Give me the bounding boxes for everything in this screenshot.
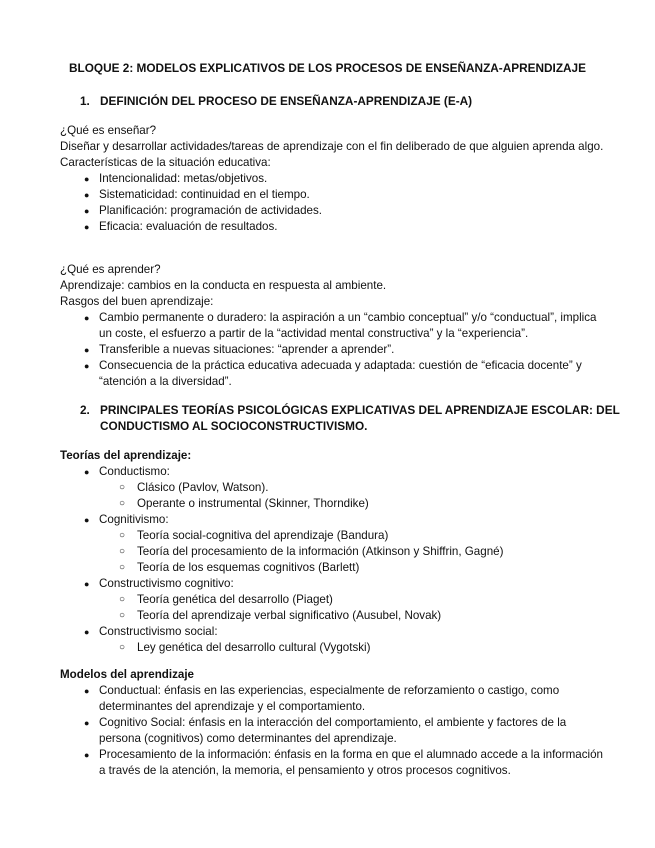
list-item: ● Eficacia: evaluación de resultados.	[60, 219, 605, 235]
teoria-item: ○ Teoría del aprendizaje verbal significativo (Ausubel, Novak)	[60, 608, 605, 624]
teorias-list	[60, 464, 605, 656]
teorias-block	[60, 448, 605, 656]
section-1-heading	[80, 93, 620, 109]
teoria-item: ○ Operante o instrumental (Skinner, Thorndike)	[60, 496, 605, 512]
list-item: ● Conductual: énfasis en las experiencias, especialmente de reforzamiento o castigo, como determinantes del aprendizaje y el comportamiento.	[60, 683, 605, 715]
list-item: ● Intencionalidad: metas/objetivos.	[60, 171, 605, 187]
modelos-list	[60, 683, 605, 779]
aprender-rasgos-intro: Rasgos del buen aprendizaje:	[60, 295, 214, 308]
teoria-item: ○ Teoría de los esquemas cognitivos (Barlett)	[60, 560, 605, 576]
aprender-question: ¿Qué es aprender?	[60, 263, 161, 276]
ensenar-question: ¿Qué es enseñar?	[60, 124, 157, 137]
aprender-rasgos-list	[60, 310, 605, 390]
section-2-heading	[80, 402, 620, 434]
ensenar-characteristics-intro: Características de la situación educativa:	[60, 156, 271, 169]
list-item: ● Cambio permanente o duradero: la aspiración a un “cambio conceptual” y/o “conductual”, implica un coste, el esfuerzo a partir de la “actividad mental constructiva” y la “experiencia”.	[60, 310, 605, 342]
aprender-block	[60, 262, 605, 390]
section-1-number: 1.	[80, 94, 90, 108]
document-title: BLOQUE 2: MODELOS EXPLICATIVOS DE LOS PROCESOS DE ENSEÑANZA-APRENDIZAJE	[69, 61, 586, 75]
list-item: ● Planificación: programación de actividades.	[60, 203, 605, 219]
teoria-item: ○ Teoría genética del desarrollo (Piaget)	[60, 592, 605, 608]
teoria-item: ○ Ley genética del desarrollo cultural (Vygotski)	[60, 640, 605, 656]
teoria-group-label: ● Constructivismo cognitivo:	[60, 576, 605, 592]
teoria-item: ○ Teoría del procesamiento de la información (Atkinson y Shiffrin, Gagné)	[60, 544, 605, 560]
list-item: ● Transferible a nuevas situaciones: “aprender a aprender”.	[60, 342, 605, 358]
ensenar-block	[60, 123, 605, 235]
section-2-title: PRINCIPALES TEORÍAS PSICOLÓGICAS EXPLICATIVAS DEL APRENDIZAJE ESCOLAR: DEL CONDUCTISMO AL SOCIOCONSTRUCTIVISMO.	[100, 403, 620, 433]
list-item: ● Sistematicidad: continuidad en el tiempo.	[60, 187, 605, 203]
teoria-group-label: ● Cognitivismo:	[60, 512, 605, 528]
teoria-item: ○ Clásico (Pavlov, Watson).	[60, 480, 605, 496]
section-1-title: DEFINICIÓN DEL PROCESO DE ENSEÑANZA-APRENDIZAJE (E-A)	[100, 94, 473, 108]
list-item: ● Procesamiento de la información: énfasis en la forma en que el alumnado accede a la información a través de la atención, la memoria, el pensamiento y otros procesos cognitivos.	[60, 747, 605, 779]
ensenar-characteristics-list	[60, 171, 605, 235]
ensenar-definition: Diseñar y desarrollar actividades/tareas de aprendizaje con el fin deliberado de que alguien aprenda algo.	[60, 140, 604, 153]
teorias-title: Teorías del aprendizaje:	[60, 449, 192, 462]
teoria-item: ○ Teoría social-cognitiva del aprendizaje (Bandura)	[60, 528, 605, 544]
teoria-group-label: ● Conductismo:	[60, 464, 605, 480]
section-2-number: 2.	[80, 403, 90, 417]
modelos-title: Modelos del aprendizaje	[60, 668, 195, 681]
list-item: ● Cognitivo Social: énfasis en la interacción del comportamiento, el ambiente y factores de la persona (cognitivos) como determinantes del aprendizaje.	[60, 715, 605, 747]
aprender-definition: Aprendizaje: cambios en la conducta en respuesta al ambiente.	[60, 279, 387, 292]
teoria-group-label: ● Constructivismo social:	[60, 624, 605, 640]
list-item: ● Consecuencia de la práctica educativa adecuada y adaptada: cuestión de “eficacia docente” y “atención a la diversidad”.	[60, 358, 605, 390]
modelos-block	[60, 667, 605, 779]
